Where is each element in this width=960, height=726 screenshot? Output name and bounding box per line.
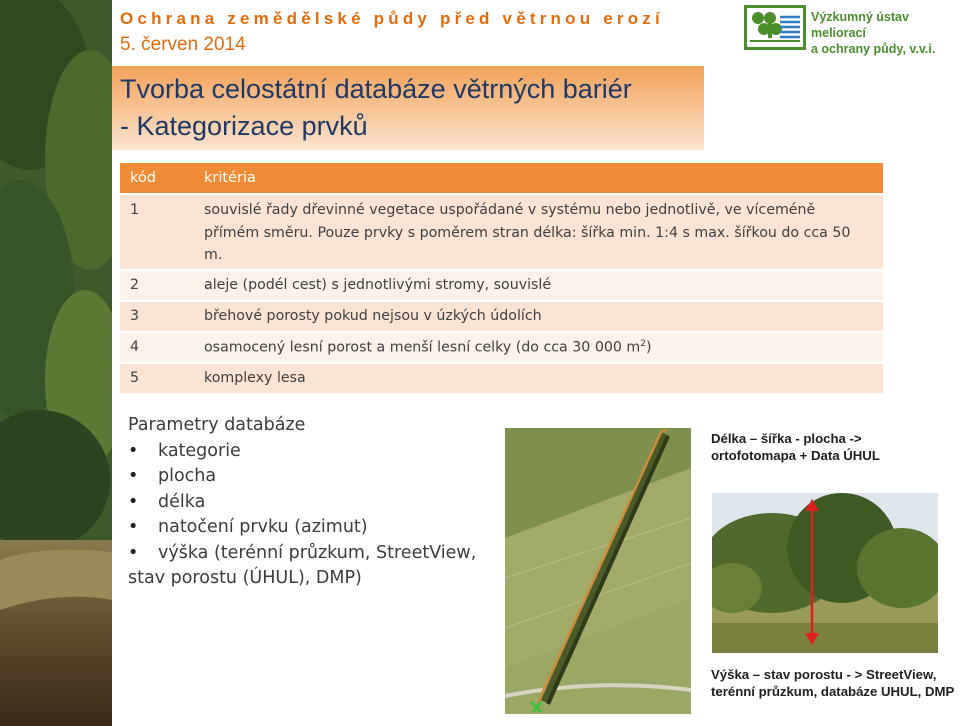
row-criteria: souvislé řady dřevinné vegetace uspořádané v systému nebo jednotlivě, ve víceméně přímém směru. Pouze prvky s poměrem stran délka: šířka min. 1:4 s max. šířkou do cca 50 m. xyxy=(194,194,883,270)
table-row xyxy=(120,270,883,301)
criteria-table xyxy=(120,163,883,393)
parameters-tail: stav porostu (ÚHUL), DMP) xyxy=(128,568,362,588)
row-code: 1 xyxy=(120,194,194,270)
institute-logo xyxy=(744,5,806,50)
header-criteria: kritéria xyxy=(194,163,883,194)
institute-name xyxy=(811,9,960,57)
parameters-heading: Parametry databáze xyxy=(128,415,306,435)
caption-height: Výška – stav porostu - > StreetView, terénní průzkum, databáze UHUL, DMP xyxy=(711,667,955,699)
row-criteria: břehové porosty pokud nejsou v úzkých údolích xyxy=(194,301,883,332)
conference-title: Ochrana zemědělské půdy před větrnou erozí xyxy=(120,9,664,28)
slide-subtitle: - Kategorizace prvků xyxy=(120,111,368,141)
table-row xyxy=(120,194,883,270)
slide-title: Tvorba celostátní databáze větrných bariér xyxy=(120,74,632,104)
conference-date: 5. červen 2014 xyxy=(120,34,246,55)
list-item: • kategorie xyxy=(128,439,476,465)
list-item: • délka xyxy=(128,490,476,516)
row-code: 2 xyxy=(120,270,194,301)
tree-height-photo xyxy=(712,493,938,653)
row-code: 3 xyxy=(120,301,194,332)
row-code: 5 xyxy=(120,363,194,393)
institute-line-2: a ochrany půdy, v.v.i. xyxy=(811,42,936,56)
aerial-orthophoto xyxy=(505,428,691,714)
table-row xyxy=(120,363,883,393)
header-code: kód xyxy=(120,163,194,194)
table-row xyxy=(120,301,883,332)
row-criteria: komplexy lesa xyxy=(194,363,883,393)
table-row xyxy=(120,332,883,363)
row-criteria: osamocený lesní porost a menší lesní celky (do cca 30 000 $m^2$) xyxy=(194,332,883,363)
list-item: • plocha xyxy=(128,464,476,490)
row-criteria: aleje (podél cest) s jednotlivými stromy, souvislé xyxy=(194,270,883,301)
table-header-row xyxy=(120,163,883,194)
list-item: • výška (terénní průzkum, StreetView, xyxy=(128,541,476,567)
institute-line-1: Výzkumný ústav meliorací xyxy=(811,10,909,40)
parameters-list xyxy=(128,413,476,592)
field-photo xyxy=(0,0,112,726)
caption-length-width: Délka – šířka - plocha -> ortofotomapa + Data ÚHUL xyxy=(711,431,880,463)
list-item: • natočení prvku (azimut) xyxy=(128,515,476,541)
row-code: 4 xyxy=(120,332,194,363)
